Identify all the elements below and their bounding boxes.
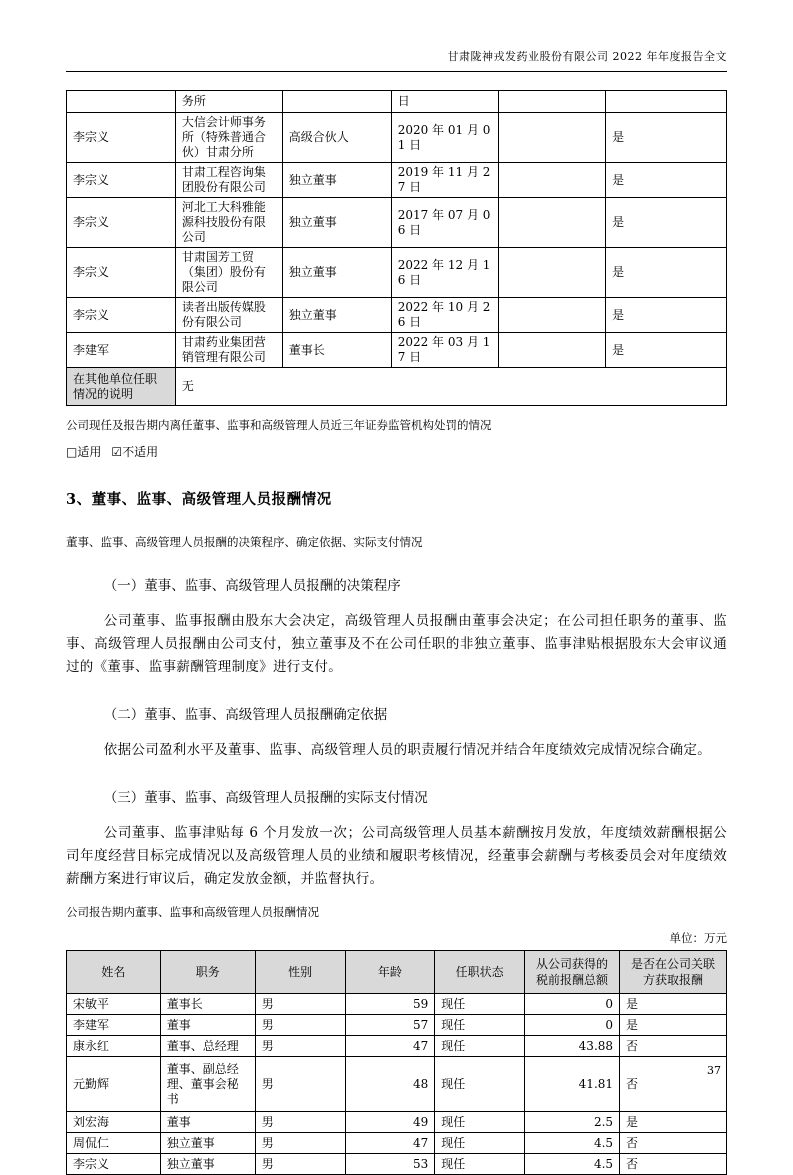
table-cell: 李宗义 xyxy=(67,1154,161,1175)
table-row xyxy=(67,248,727,298)
table-cell: 现任 xyxy=(435,994,525,1015)
column-header: 从公司获得的税前报酬总额 xyxy=(525,951,620,994)
table-row xyxy=(67,198,727,248)
table-cell: 否 xyxy=(620,1133,727,1154)
column-header: 年龄 xyxy=(345,951,435,994)
table-cell: 41.81 xyxy=(525,1057,620,1112)
table-row xyxy=(67,1133,727,1154)
table-row xyxy=(67,1112,727,1133)
table-cell: 现任 xyxy=(435,1154,525,1175)
page-header xyxy=(66,48,727,72)
table-cell: 否 xyxy=(620,1036,727,1057)
table-cell: 2.5 xyxy=(525,1112,620,1133)
table-cell: 49 xyxy=(345,1112,435,1133)
table-cell: 现任 xyxy=(435,1057,525,1112)
table-cell: 日 xyxy=(391,91,498,113)
table-cell: 独立董事 xyxy=(282,298,391,333)
table-cell: 李建军 xyxy=(67,333,176,368)
table-cell: 48 xyxy=(345,1057,435,1112)
checkbox-checked-icon: ☑ xyxy=(111,445,123,459)
table-cell: 男 xyxy=(255,994,345,1015)
table-cell: 男 xyxy=(255,1154,345,1175)
table-cell xyxy=(498,91,606,113)
table-cell: 李宗义 xyxy=(67,113,176,163)
table-cell: 独立董事 xyxy=(160,1154,255,1175)
penalty-statement: 公司现任及报告期内离任董事、监事和高级管理人员近三年证券监管机构处罚的情况 xyxy=(66,418,492,432)
table-cell xyxy=(498,298,606,333)
table-cell: 是 xyxy=(620,994,727,1015)
table-row xyxy=(67,994,727,1015)
table-cell: 是 xyxy=(620,1015,727,1036)
table-row xyxy=(67,91,727,113)
table-cell: 董事、总经理 xyxy=(160,1036,255,1057)
page-number: 37 xyxy=(707,1064,721,1077)
table-cell xyxy=(606,91,727,113)
page-header-title: 甘肃陇神戎发药业股份有限公司 2022 年年度报告全文 xyxy=(447,50,727,63)
table-header-row xyxy=(67,951,727,994)
item1-paragraph: 公司董事、监事报酬由股东大会决定，高级管理人员报酬由董事会决定；在公司担任职务的董事、监事、高级管理人员报酬由公司支付，独立董事及不在公司任职的非独立董事、监事津贴根据股东大会审议通过的《董事、监事薪酬管理制度》进行支付。 xyxy=(66,613,727,675)
table-cell xyxy=(498,198,606,248)
table-cell: 2019 年 11 月 27 日 xyxy=(391,163,498,198)
column-header: 职务 xyxy=(160,951,255,994)
unit-label: 单位：万元 xyxy=(669,931,727,945)
table-cell: 是 xyxy=(606,248,727,298)
item2-paragraph: 依据公司盈利水平及董事、监事、高级管理人员的职责履行情况并结合年度绩效完成情况综合确定。 xyxy=(103,742,711,758)
table-row xyxy=(67,163,727,198)
table-cell: 男 xyxy=(255,1133,345,1154)
table-row xyxy=(67,368,727,406)
table-cell: 独立董事 xyxy=(160,1133,255,1154)
table-cell: 元勤辉 xyxy=(67,1057,161,1112)
table-cell: 现任 xyxy=(435,1112,525,1133)
table-cell: 刘宏海 xyxy=(67,1112,161,1133)
applicable-checkboxes xyxy=(66,443,727,460)
table-cell: 是 xyxy=(606,113,727,163)
table-cell: 董事长 xyxy=(160,994,255,1015)
not-applicable-label: 不适用 xyxy=(122,445,159,459)
table-cell: 2022 年 03 月 17 日 xyxy=(391,333,498,368)
table-cell: 2022 年 12 月 16 日 xyxy=(391,248,498,298)
table-cell: 57 xyxy=(345,1015,435,1036)
table-cell: 是 xyxy=(606,298,727,333)
table-cell: 李宗义 xyxy=(67,163,176,198)
table-cell xyxy=(498,163,606,198)
table-cell: 男 xyxy=(255,1015,345,1036)
table-cell: 务所 xyxy=(175,91,282,113)
table-cell: 董事长 xyxy=(282,333,391,368)
table-cell: 高级合伙人 xyxy=(282,113,391,163)
table-cell: 董事 xyxy=(160,1015,255,1036)
table-cell: 0 xyxy=(525,994,620,1015)
note-label-cell: 在其他单位任职情况的说明 xyxy=(67,368,176,406)
positions-table xyxy=(66,90,727,406)
item3-paragraph: 公司董事、监事津贴每 6 个月发放一次；公司高级管理人员基本薪酬按月发放，年度绩效薪酬根据公司年度经营目标完成情况以及高级管理人员的业绩和履职考核情况，经董事会薪酬与考核委员会对年度绩效薪酬方案进行审议后，确定发放金额，并监督执行。 xyxy=(66,825,727,887)
table-row xyxy=(67,1036,727,1057)
table-cell: 4.5 xyxy=(525,1133,620,1154)
table-cell: 男 xyxy=(255,1036,345,1057)
table-cell xyxy=(282,91,391,113)
table-cell: 2022 年 10 月 26 日 xyxy=(391,298,498,333)
table-cell: 李宗义 xyxy=(67,198,176,248)
table-cell xyxy=(498,248,606,298)
table-cell: 河北工大科雅能源科技股份有限公司 xyxy=(175,198,282,248)
table-cell: 董事 xyxy=(160,1112,255,1133)
table-cell: 2017 年 07 月 06 日 xyxy=(391,198,498,248)
table-cell: 是 xyxy=(606,333,727,368)
item3-title: （三）董事、监事、高级管理人员报酬的实际支付情况 xyxy=(103,790,428,806)
table-cell: 4.5 xyxy=(525,1154,620,1175)
table-cell: 0 xyxy=(525,1015,620,1036)
table-cell: 43.88 xyxy=(525,1036,620,1057)
table-row xyxy=(67,1057,727,1112)
table-cell: 47 xyxy=(345,1133,435,1154)
table-row xyxy=(67,113,727,163)
table-cell: 男 xyxy=(255,1112,345,1133)
table-cell: 现任 xyxy=(435,1015,525,1036)
table-cell: 甘肃国芳工贸（集团）股份有限公司 xyxy=(175,248,282,298)
table-row xyxy=(67,298,727,333)
table-cell: 甘肃工程咨询集团股份有限公司 xyxy=(175,163,282,198)
table-cell: 男 xyxy=(255,1057,345,1112)
table-cell: 现任 xyxy=(435,1133,525,1154)
item2-title: （二）董事、监事、高级管理人员报酬确定依据 xyxy=(103,707,388,723)
table-cell xyxy=(498,333,606,368)
table-cell: 宋敏平 xyxy=(67,994,161,1015)
column-header: 任职状态 xyxy=(435,951,525,994)
table-row xyxy=(67,1015,727,1036)
table-cell: 是 xyxy=(606,198,727,248)
table-cell: 读者出版传媒股份有限公司 xyxy=(175,298,282,333)
table-cell: 李宗义 xyxy=(67,248,176,298)
compensation-intro: 董事、监事、高级管理人员报酬的决策程序、确定依据、实际支付情况 xyxy=(66,535,423,549)
column-header: 姓名 xyxy=(67,951,161,994)
table-cell: 否 xyxy=(620,1154,727,1175)
column-header: 是否在公司关联方获取报酬 xyxy=(620,951,727,994)
checkbox-unchecked-icon: □ xyxy=(66,445,78,459)
table-cell: 康永红 xyxy=(67,1036,161,1057)
remuneration-table-caption: 公司报告期内董事、监事和高级管理人员报酬情况 xyxy=(66,905,319,919)
note-value-cell: 无 xyxy=(175,368,726,406)
column-header: 性别 xyxy=(255,951,345,994)
table-cell: 2020 年 01 月 01 日 xyxy=(391,113,498,163)
table-cell: 独立董事 xyxy=(282,248,391,298)
table-cell: 李宗义 xyxy=(67,298,176,333)
table-cell: 53 xyxy=(345,1154,435,1175)
table-cell: 周侃仁 xyxy=(67,1133,161,1154)
table-cell: 李建军 xyxy=(67,1015,161,1036)
table-cell: 独立董事 xyxy=(282,163,391,198)
item1-title: （一）董事、监事、高级管理人员报酬的决策程序 xyxy=(103,578,401,594)
table-row xyxy=(67,333,727,368)
table-cell: 董事、副总经理、董事会秘书 xyxy=(160,1057,255,1112)
table-cell: 是 xyxy=(606,163,727,198)
table-cell xyxy=(498,113,606,163)
table-cell: 独立董事 xyxy=(282,198,391,248)
applicable-label: 适用 xyxy=(77,445,102,459)
table-cell: 甘肃药业集团营销管理有限公司 xyxy=(175,333,282,368)
table-cell: 是 xyxy=(620,1112,727,1133)
table-cell: 47 xyxy=(345,1036,435,1057)
table-cell xyxy=(67,91,176,113)
table-cell: 否 xyxy=(620,1057,727,1112)
table-row xyxy=(67,1154,727,1175)
table-cell: 59 xyxy=(345,994,435,1015)
table-cell: 大信会计师事务所（特殊普通合伙）甘肃分所 xyxy=(175,113,282,163)
remuneration-table xyxy=(66,950,727,1175)
table-cell: 现任 xyxy=(435,1036,525,1057)
section-heading: 3、董事、监事、高级管理人员报酬情况 xyxy=(66,491,332,508)
